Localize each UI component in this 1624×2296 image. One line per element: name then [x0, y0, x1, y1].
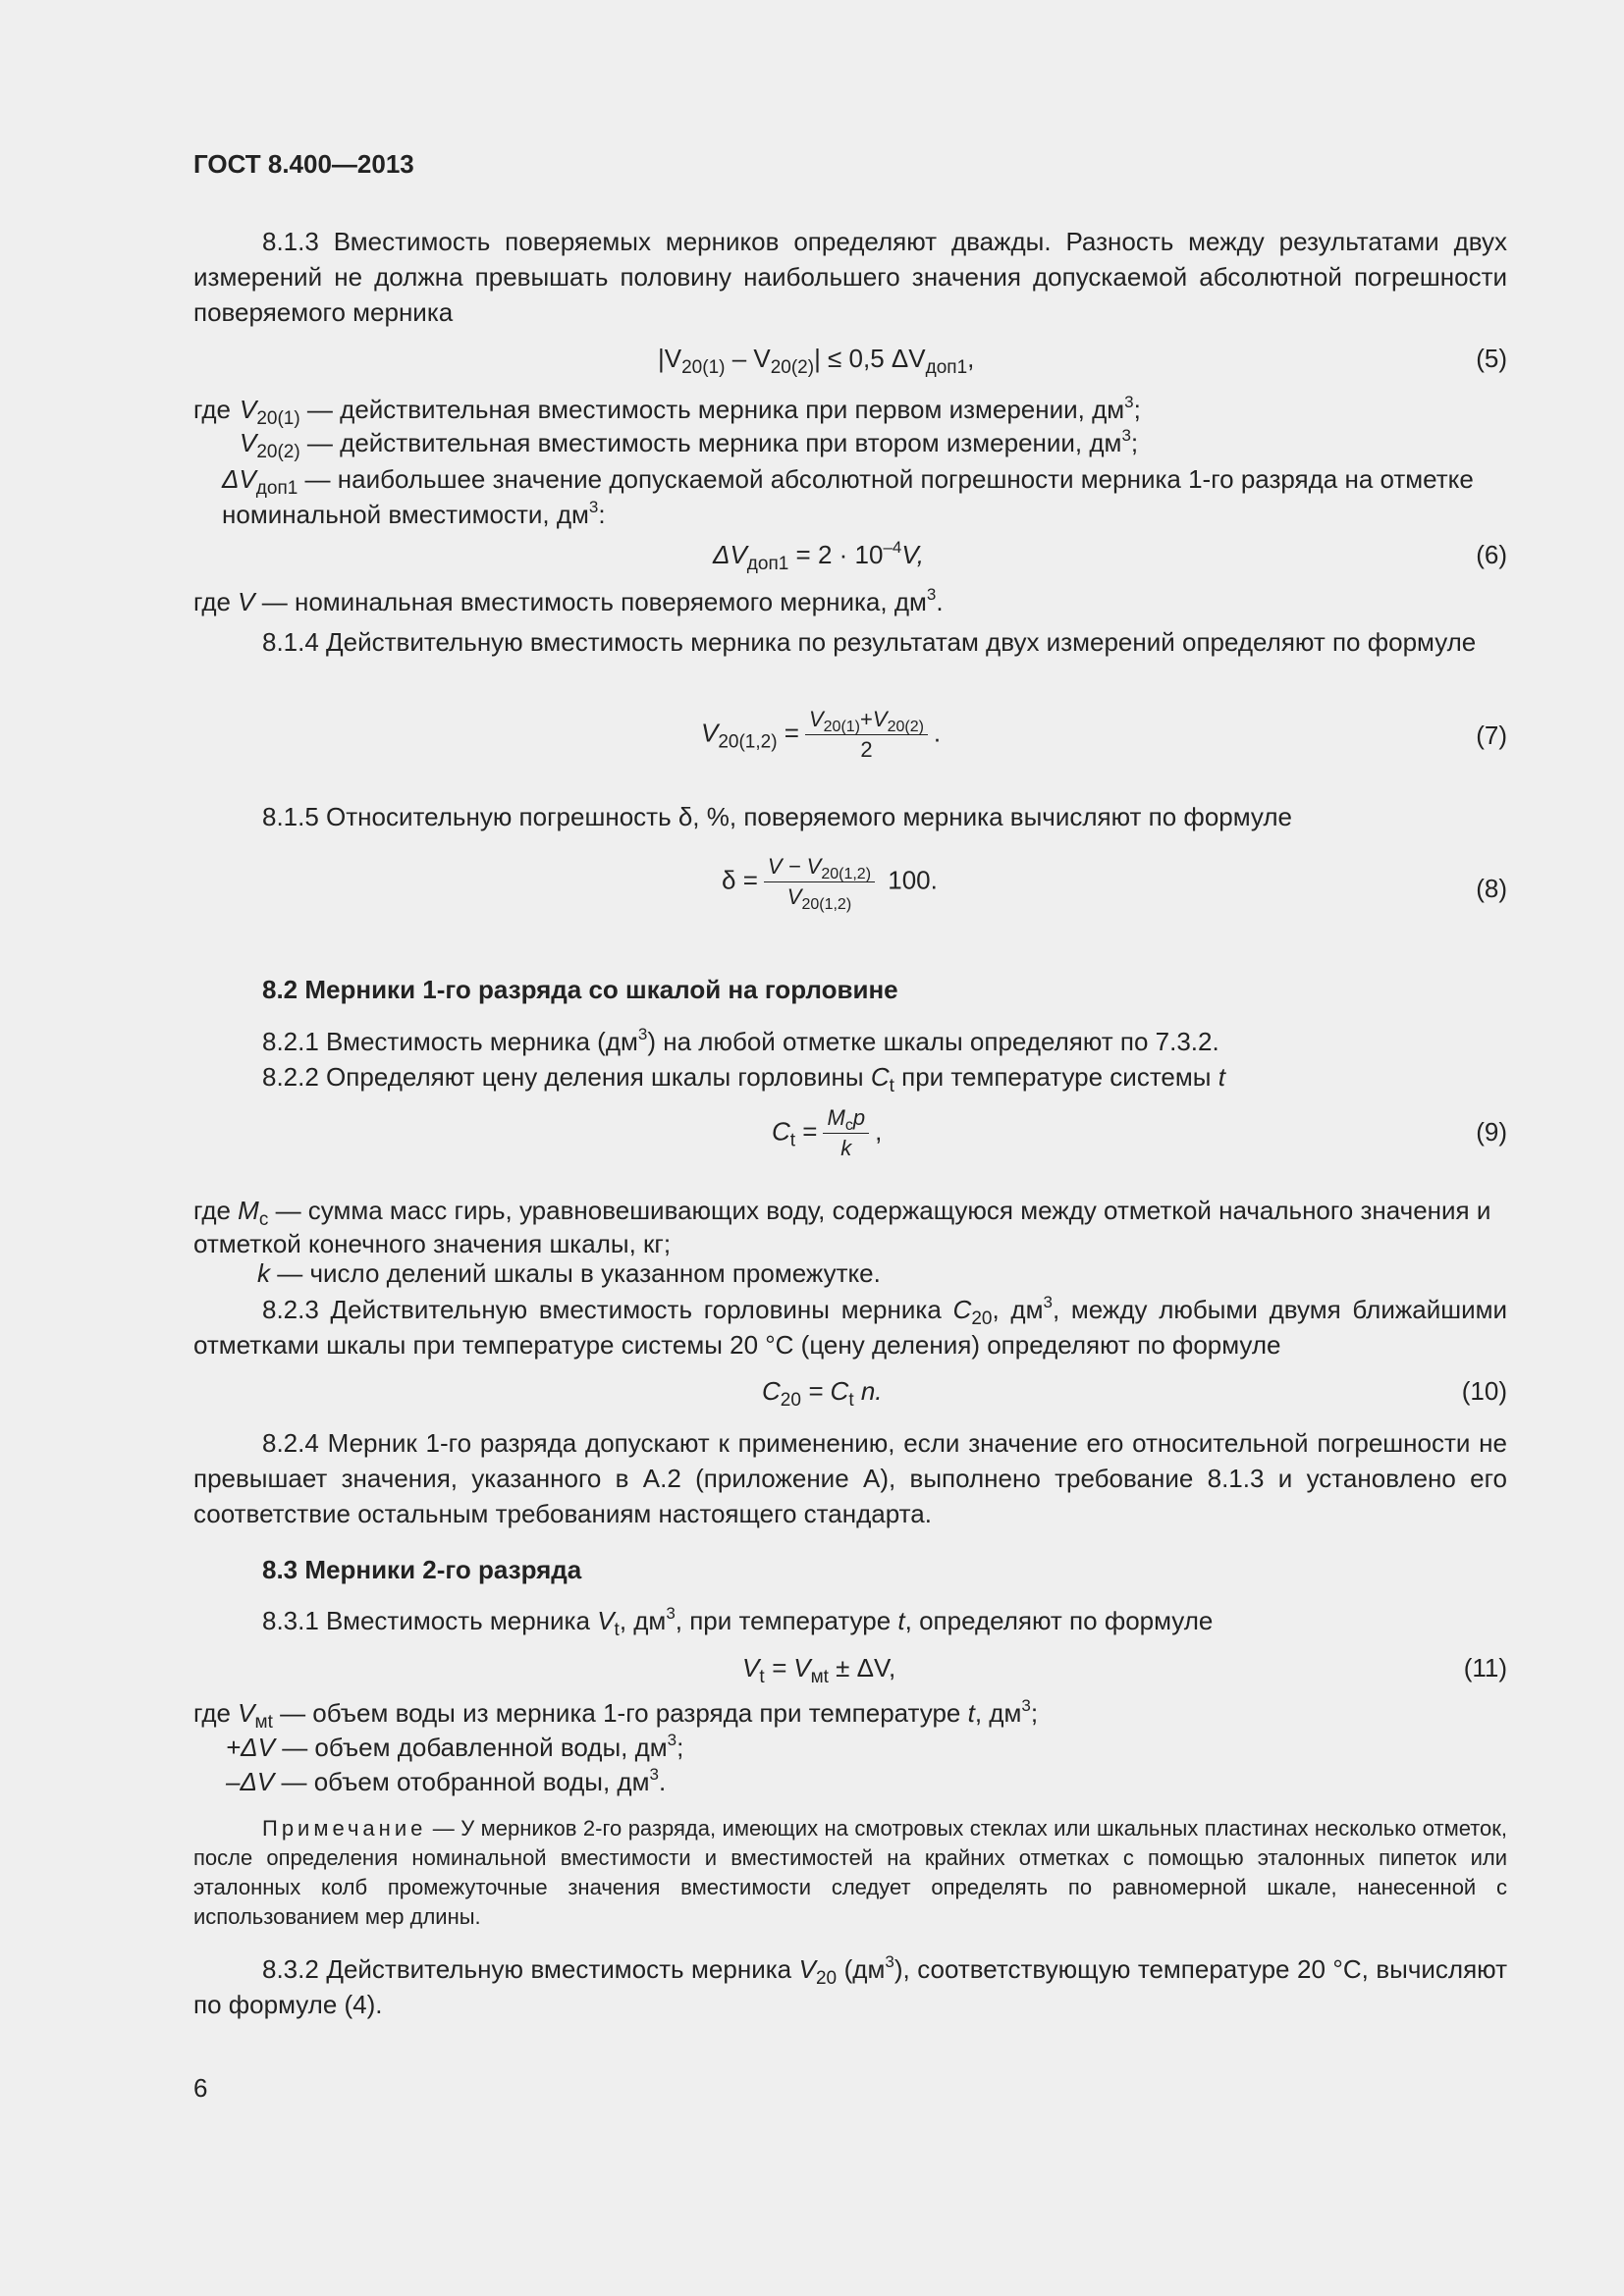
equation-number-10: (10) — [1461, 1376, 1507, 1406]
equation-8: δ = $\frac{V - V_{20(1,2)}}{V_{20(1,2)}}$ 100. — [722, 854, 938, 913]
where-item-plus-dv: +ΔV — объем добавленной воды, $дм^3$; — [226, 1731, 684, 1762]
section-heading-8-3: 8.3 Мерники 2-го разряда — [262, 1555, 582, 1584]
equation-number-5: (5) — [1476, 344, 1507, 373]
equation-5: $|V_{20(1)} - V_{20(2)}| \le 0,5$ $\Delta V_{доп1}$, — [658, 344, 975, 378]
paragraph-8-1-3: 8.1.3 Вместимость поверяемых мерников определяют дважды. Разность между результатами двух измерений не должна превышать половину наибольшего значения допускаемой абсолютной погрешности поверяемого мерника — [193, 227, 1507, 327]
fraction-8: $\frac{V - V_{20(1,2)}}{V_{20(1,2)}}$ — [764, 854, 875, 910]
where-label: где — [193, 395, 231, 424]
equation-number-11: (11) — [1463, 1653, 1507, 1682]
note: Примечание — У мерников 2-го разряда, имеющих на смотровых стеклах или шкальных пластинах несколько отметок, после определения номинальной вместимости и вместимостей на крайних отметках с помощью эталонных пипеток или эталонных колб промежуточные значения вместимости следует определять по равномерной шкале, нанесенной с использованием мер длины. — [193, 1816, 1507, 1929]
equation-number-9: (9) — [1476, 1117, 1507, 1147]
where-item-k: k — число делений шкалы в указанном промежутке. — [257, 1258, 881, 1288]
equation-number-6: (6) — [1476, 540, 1507, 569]
paragraph-8-1-4: 8.1.4 Действительную вместимость мерника по результатам двух измерений определяют по формуле — [262, 627, 1477, 657]
paragraph-8-2-2: 8.2.2 Определяют цену деления шкалы горловины $C_t$ при температуре системы t — [262, 1062, 1225, 1096]
equation-6: $\Delta V_{доп1} = 2 \cdot 10^{-4}V$, — [713, 538, 924, 574]
paragraph-8-3-2: 8.3.2 Действительную вместимость мерника $V_{20}$ $(дм^3)$, соответствующую температуре 20 °С, вычисляют по формуле (4). — [193, 1952, 1507, 2019]
equation-10: $C_{20} = C_t$ n. — [762, 1376, 883, 1411]
where-item-v-nominal: где V — номинальная вместимость поверяемого мерника, $дм^3$. — [193, 585, 944, 616]
equation-7: $V_{20(1,2)}$ = $\frac{V_{20(1)}+V_{20(2)}}{2}$ . — [701, 707, 942, 762]
paragraph-8-1-5: 8.1.5 Относительную погрешность δ, %, поверяемого мерника вычисляют по формуле — [262, 802, 1292, 831]
where-item-v20-2: $V_{20(2)}$ — действительная вместимость мерника при втором измерении, $дм^3$; — [240, 426, 1139, 462]
section-heading-8-2: 8.2 Мерники 1-го разряда со шкалой на горловине — [262, 975, 898, 1004]
paragraph-8-3-1: 8.3.1 Вместимость мерника $V_t$, $дм^3$, при температуре t, определяют по формуле — [262, 1604, 1214, 1640]
equation-11: $V_t = V_{мt} \pm \Delta V$, — [742, 1653, 896, 1687]
fraction-7: $\frac{V_{20(1)}+V_{20(2)}}{2}$ — [805, 707, 928, 763]
where-item-dv-dop1: $\Delta V_{доп1}$ — наибольшее значение допускаемой абсолютной погрешности мерника 1-го разряда на отметке номинальной вместимости, $дм^3$: — [222, 464, 1474, 529]
where-item-mc: где $M_c$ — сумма масс гирь, уравновешивающих воду, содержащуюся между отметкой начального значения и отметкой конечного значения шкалы, кг; — [193, 1196, 1491, 1258]
where-item-v20-1: $V_{20(1)}$ — действительная вместимость мерника при первом измерении, $дм^3$; — [240, 393, 1141, 429]
equation-number-7: (7) — [1476, 721, 1507, 750]
page-number: 6 — [193, 2073, 208, 2103]
document-header: ГОСТ 8.400—2013 — [193, 149, 414, 179]
paragraph-8-2-1: 8.2.1 Вместимость мерника $(дм^3)$ на любой отметке шкалы определяют по 7.3.2. — [262, 1025, 1219, 1056]
where-item-vmt: где $V_{мt}$ — объем воды из мерника 1-го разряда при температуре t, $дм^3$; — [193, 1696, 1039, 1733]
equation-9: $C_t$ = $\frac{M_cp}{k}$ , — [772, 1105, 883, 1160]
where-item-minus-dv: –ΔV — объем отобранной воды, $дм^3$. — [226, 1765, 667, 1796]
paragraph-8-2-4: 8.2.4 Мерник 1-го разряда допускают к применению, если значение его относительной погрешности не превышает значения, указанного в А.2 (приложение А), выполнено требование 8.1.3 и установлено его соответствие остальным требованиям настоящего стандарта. — [193, 1428, 1507, 1528]
paragraph-8-2-3: 8.2.3 Действительную вместимость горловины мерника $C_{20}$, $дм^3$, между любыми двумя ближайшими отметками шкалы при температуре системы 20 °С (цену деления) определяют по формуле — [193, 1293, 1507, 1360]
note-label: Примечание — [262, 1816, 427, 1841]
equation-number-8: (8) — [1476, 874, 1507, 903]
fraction-9: $\frac{M_cp}{k}$ — [823, 1105, 869, 1161]
